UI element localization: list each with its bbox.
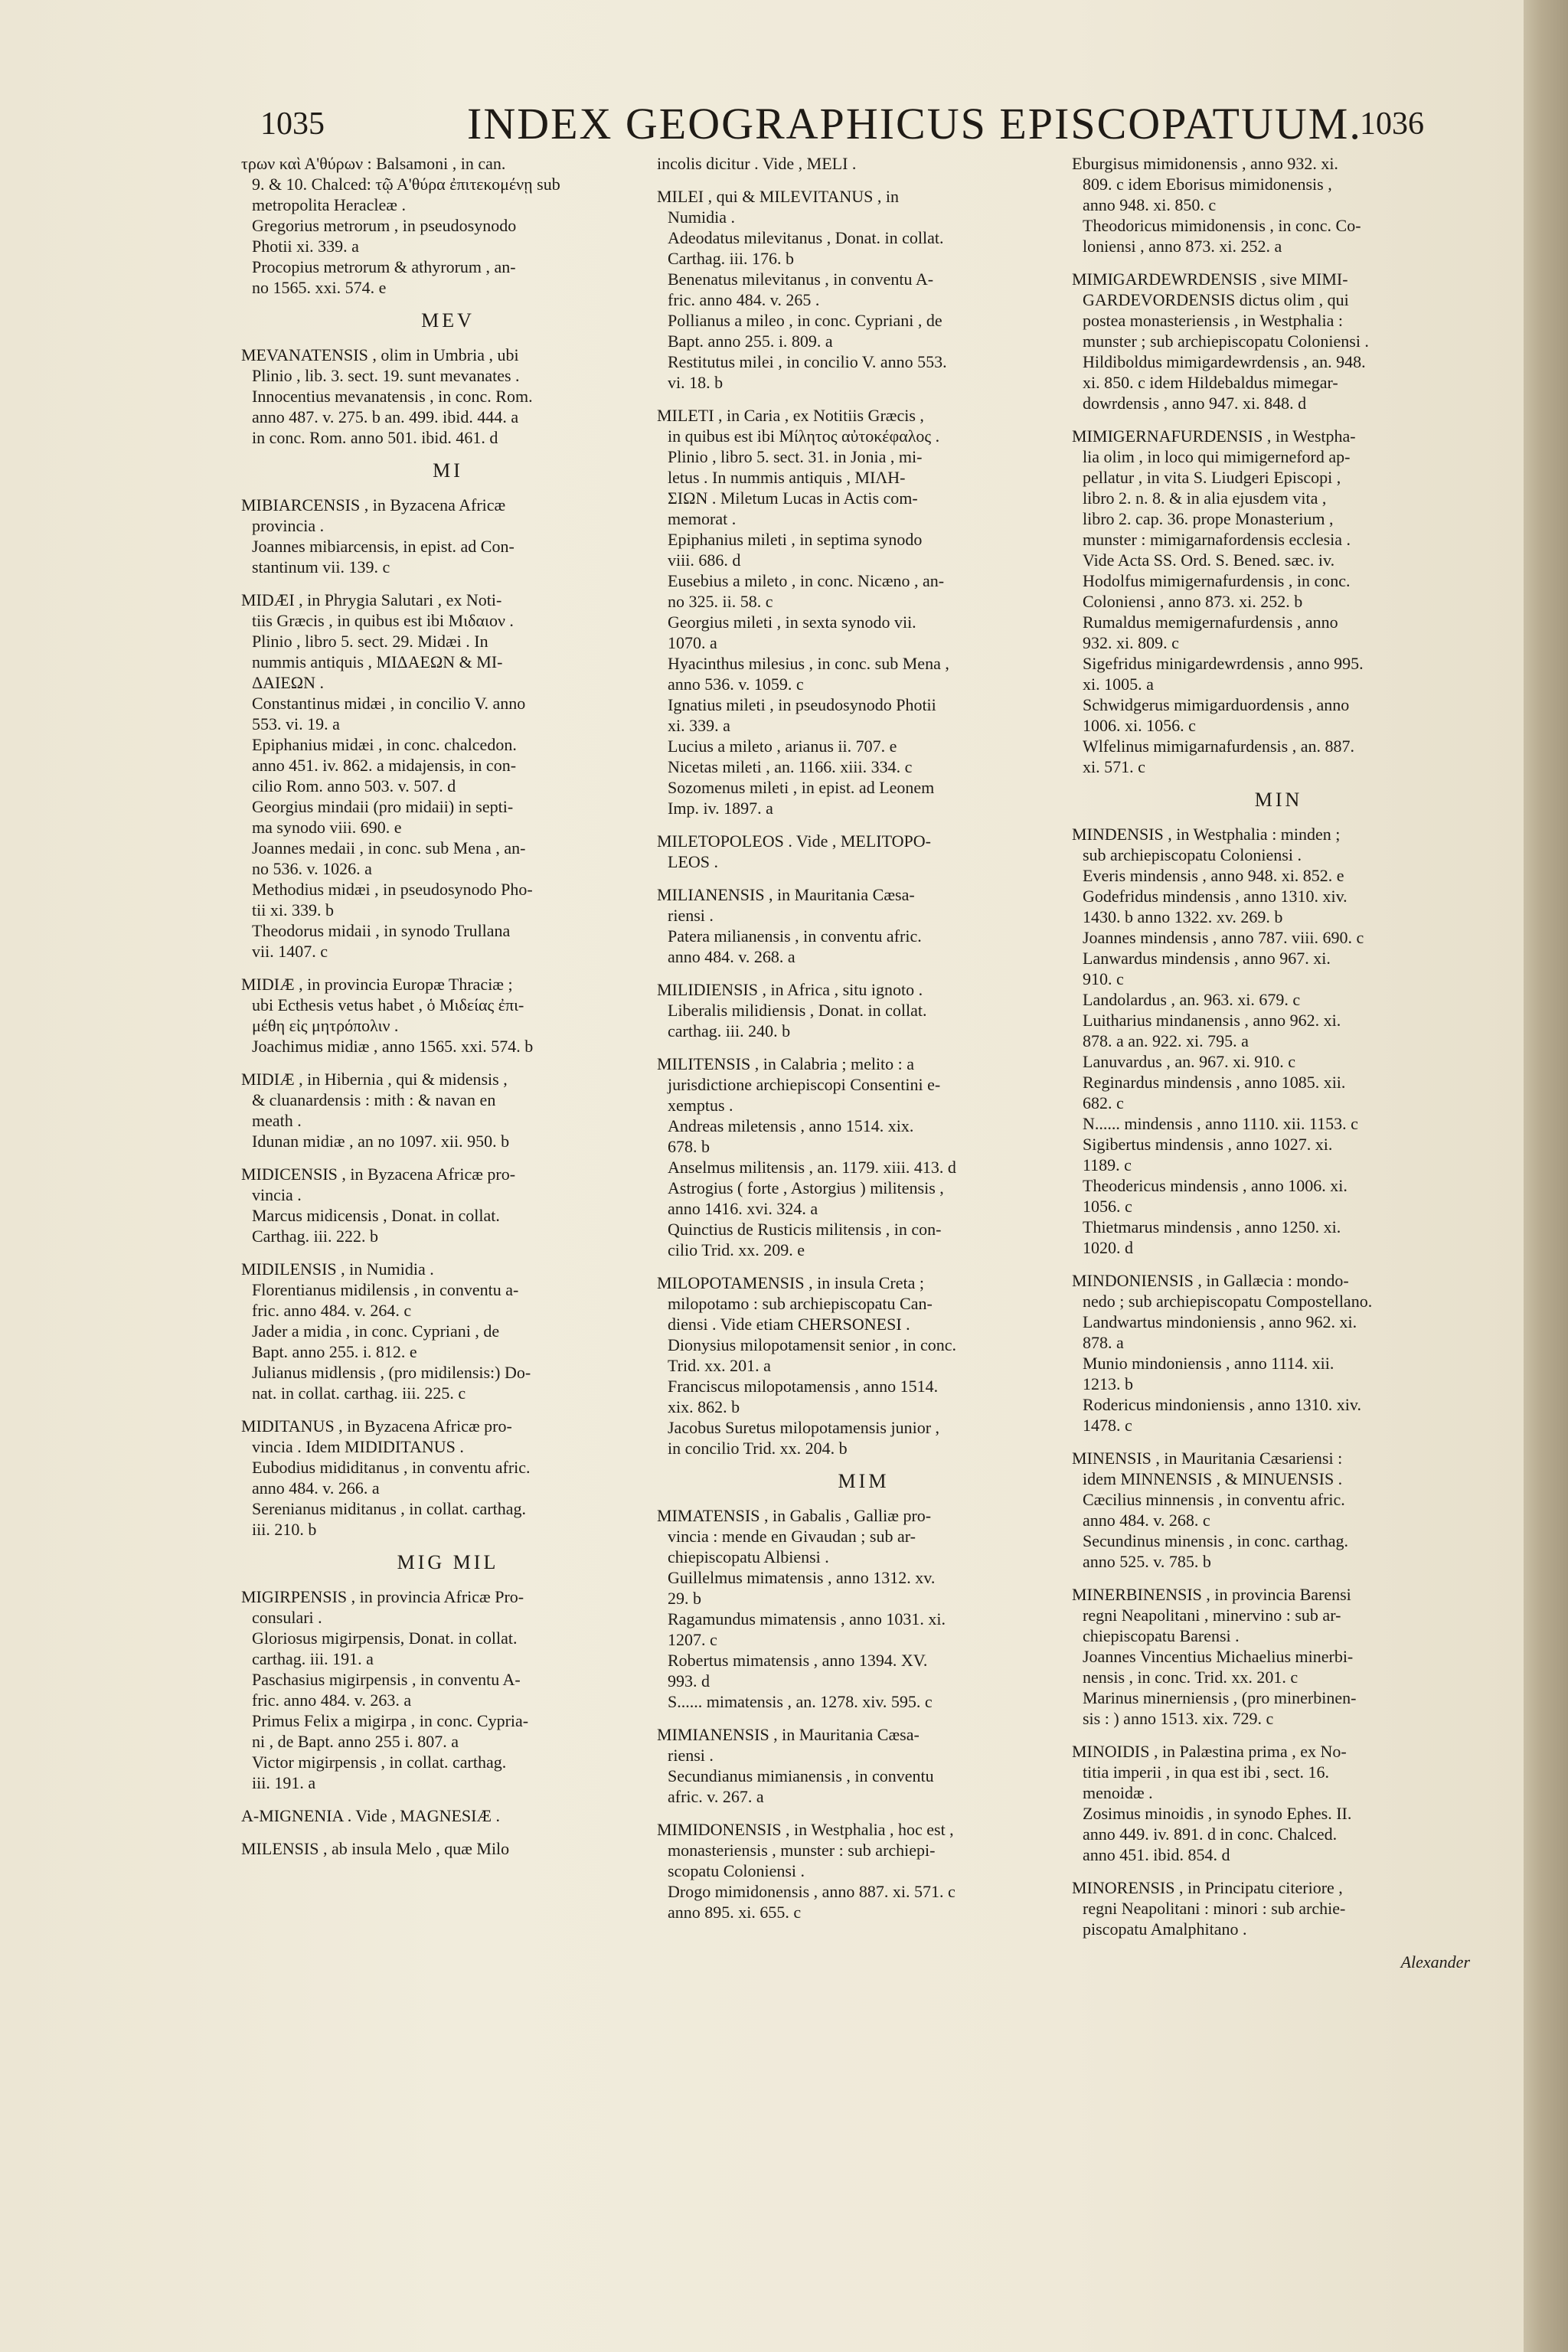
entry-line: Lanuvardus , an. 967. xi. 910. c bbox=[1083, 1052, 1295, 1071]
entry-line: Epiphanius mileti , in septima synodo bbox=[668, 530, 923, 549]
entry-line: anno 449. iv. 891. d in conc. Chalced. bbox=[1083, 1824, 1338, 1844]
entry-line: 1070. a bbox=[668, 633, 717, 652]
entry-headword-line: MEVANATENSIS , olim in Umbria , ubi bbox=[241, 345, 519, 364]
entry-line: consulari . bbox=[252, 1608, 322, 1627]
entry-line: Carthag. iii. 176. b bbox=[668, 249, 794, 268]
entry-line: Sozomenus mileti , in epist. ad Leonem bbox=[668, 778, 935, 797]
entry-line: Constantinus midæi , in concilio V. anno bbox=[252, 694, 526, 713]
entry-line: Hodolfus mimigernafurdensis , in conc. bbox=[1083, 571, 1351, 590]
index-entry bbox=[241, 1586, 655, 1793]
entry-line: Serenianus miditanus , in collat. carthag. bbox=[252, 1499, 527, 1518]
index-entry bbox=[241, 974, 655, 1057]
entry-line: 1478. c bbox=[1083, 1416, 1132, 1435]
entry-headword-line: MIDÆI , in Phrygia Salutari , ex Noti- bbox=[241, 590, 502, 609]
entry-line: anno 1416. xvi. 324. a bbox=[668, 1199, 818, 1218]
entry-line: titia imperii , in qua est ibi , sect. 16. bbox=[1083, 1762, 1329, 1782]
entry-headword-line: τρων καὶ Α'θύρων : Balsamoni , in can. bbox=[241, 154, 506, 173]
entry-line: sub archiepiscopatu Coloniensi . bbox=[1083, 845, 1302, 864]
entry-line: Lanwardus mindensis , anno 967. xi. bbox=[1083, 949, 1331, 968]
entry-line: Franciscus milopotamensis , anno 1514. bbox=[668, 1377, 939, 1396]
catchword: Alexander bbox=[1400, 1952, 1470, 1971]
index-entry bbox=[657, 153, 1070, 174]
entry-line: Sigefridus minigardewrdensis , anno 995. bbox=[1083, 654, 1364, 673]
entry-line: 1207. c bbox=[668, 1630, 717, 1649]
entry-headword-line: MILENSIS , ab insula Melo , quæ Milo bbox=[241, 1839, 510, 1858]
entry-line: tii xi. 339. b bbox=[252, 900, 334, 920]
entry-headword-line: MILETOPOLEOS . Vide , MELITOPO- bbox=[657, 831, 932, 851]
index-entry bbox=[657, 1819, 1070, 1922]
entry-line: 1056. c bbox=[1083, 1197, 1132, 1216]
entry-line: afric. v. 267. a bbox=[668, 1787, 764, 1806]
entry-line: Zosimus minoidis , in synodo Ephes. II. bbox=[1083, 1804, 1352, 1823]
entry-line: Luitharius mindanensis , anno 962. xi. bbox=[1083, 1011, 1341, 1030]
entry-headword-line: MINDENSIS , in Westphalia : minden ; bbox=[1072, 825, 1341, 844]
entry-headword-line: MILITENSIS , in Calabria ; melito : a bbox=[657, 1054, 915, 1073]
entry-line: anno 484. v. 268. c bbox=[1083, 1511, 1210, 1530]
index-entry bbox=[241, 1805, 655, 1826]
entry-line: Munio mindoniensis , anno 1114. xii. bbox=[1083, 1354, 1334, 1373]
entry-line: Primus Felix a migirpa , in conc. Cypria- bbox=[252, 1711, 529, 1730]
entry-line: anno 895. xi. 655. c bbox=[668, 1903, 802, 1922]
entry-line: Plinio , libro 5. sect. 29. Midæi . In bbox=[252, 632, 488, 651]
index-entry bbox=[657, 884, 1070, 967]
entry-line: regni Neapolitani : minori : sub archie- bbox=[1083, 1899, 1346, 1918]
entry-line: iii. 191. a bbox=[252, 1773, 316, 1792]
entry-line: Secundianus mimianensis , in conventu bbox=[668, 1766, 934, 1785]
entry-line: Bapt. anno 255. i. 809. a bbox=[668, 332, 833, 351]
entry-line: 1006. xi. 1056. c bbox=[1083, 716, 1196, 735]
entry-line: 1213. b bbox=[1083, 1374, 1133, 1393]
entry-headword-line: MIDIÆ , in provincia Europæ Thraciæ ; bbox=[241, 975, 513, 994]
entry-line: Lucius a mileto , arianus ii. 707. e bbox=[668, 737, 897, 756]
entry-line: provincia . bbox=[252, 516, 325, 535]
index-entry bbox=[1072, 1877, 1485, 1939]
entry-line: Landwartus mindoniensis , anno 962. xi. bbox=[1083, 1312, 1357, 1331]
index-entry bbox=[241, 1164, 655, 1246]
entry-line: Adeodatus milevitanus , Donat. in collat. bbox=[668, 228, 944, 247]
index-entry bbox=[241, 1416, 655, 1540]
entry-line: fric. anno 484. v. 264. c bbox=[252, 1301, 412, 1320]
entry-line: Schwidgerus mimigarduordensis , anno bbox=[1083, 695, 1350, 714]
entry-line: Idunan midiæ , an no 1097. xii. 950. b bbox=[252, 1132, 510, 1151]
entry-line: 1430. b anno 1322. xv. 269. b bbox=[1083, 907, 1283, 926]
entry-headword-line: MIMIANENSIS , in Mauritania Cæsa- bbox=[657, 1725, 920, 1744]
entry-line: jurisdictione archiepiscopi Consentini e- bbox=[668, 1075, 941, 1094]
index-entry bbox=[241, 495, 655, 577]
entry-headword-line: MILIDIENSIS , in Africa , situ ignoto . bbox=[657, 980, 923, 999]
entry-line: Everis mindensis , anno 948. xi. 852. e bbox=[1083, 866, 1344, 885]
entry-line: Florentianus midilensis , in conventu a- bbox=[252, 1280, 519, 1299]
entry-line: riensi . bbox=[668, 1746, 714, 1765]
entry-line: nedo ; sub archiepiscopatu Compostellano. bbox=[1083, 1292, 1373, 1311]
entry-line: Rumaldus memigernafurdensis , anno bbox=[1083, 612, 1338, 632]
section-heading: MI bbox=[433, 459, 463, 482]
entry-line: 993. d bbox=[668, 1671, 710, 1690]
entry-line: Patera milianensis , in conventu afric. bbox=[668, 926, 922, 946]
entry-line: viii. 686. d bbox=[668, 550, 741, 570]
entry-line: 29. b bbox=[668, 1589, 701, 1608]
entry-line: anno 484. v. 266. a bbox=[252, 1478, 380, 1498]
entry-line: Bapt. anno 255. i. 812. e bbox=[252, 1342, 417, 1361]
section-heading: MIN bbox=[1254, 789, 1303, 811]
entry-line: nensis , in conc. Trid. xx. 201. c bbox=[1083, 1668, 1298, 1687]
entry-line: Liberalis milidiensis , Donat. in collat. bbox=[668, 1001, 927, 1020]
entry-headword-line: MILOPOTAMENSIS , in insula Creta ; bbox=[657, 1273, 925, 1292]
entry-headword-line: incolis dicitur . Vide , MELI . bbox=[657, 154, 857, 173]
entry-headword-line: MIBIARCENSIS , in Byzacena Africæ bbox=[241, 495, 506, 514]
entry-line: Reginardus mindensis , anno 1085. xii. bbox=[1083, 1073, 1346, 1092]
entry-line: Wlfelinus mimigarnafurdensis , an. 887. bbox=[1083, 737, 1354, 756]
entry-headword-line: MIDICENSIS , in Byzacena Africæ pro- bbox=[241, 1165, 516, 1184]
entry-line: anno 451. ibid. 854. d bbox=[1083, 1845, 1230, 1864]
section-heading: MEV bbox=[421, 309, 475, 332]
index-entry bbox=[657, 1054, 1070, 1260]
entry-line: letus . In nummis antiquis , ΜΙΛΗ- bbox=[668, 468, 906, 487]
entry-line: Georgius mindaii (pro midaii) in septi- bbox=[252, 797, 514, 816]
entry-line: no 1565. xxi. 574. e bbox=[252, 278, 387, 297]
entry-headword-line: MIMIGERNAFURDENSIS , in Westpha- bbox=[1072, 426, 1356, 446]
entry-line: Guillelmus mimatensis , anno 1312. xv. bbox=[668, 1568, 936, 1587]
entry-line: menoidæ . bbox=[1083, 1783, 1153, 1802]
entry-line: riensi . bbox=[668, 906, 714, 925]
entry-line: vii. 1407. c bbox=[252, 942, 328, 961]
entry-headword-line: MIDIÆ , in Hibernia , qui & midensis , bbox=[241, 1070, 508, 1089]
entry-line: 678. b bbox=[668, 1137, 710, 1156]
entry-line: anno 525. v. 785. b bbox=[1083, 1552, 1211, 1571]
entry-line: Benenatus milevitanus , in conventu A- bbox=[668, 270, 934, 289]
entry-line: vincia . bbox=[252, 1185, 302, 1204]
index-entry bbox=[241, 345, 655, 448]
index-entry bbox=[1072, 1741, 1485, 1865]
entry-line: Hyacinthus milesius , in conc. sub Mena , bbox=[668, 654, 949, 673]
entry-line: 1020. d bbox=[1083, 1238, 1133, 1257]
entry-line: vi. 18. b bbox=[668, 373, 724, 392]
entry-line: monasteriensis , munster : sub archiepi- bbox=[668, 1841, 936, 1860]
entry-line: xi. 1005. a bbox=[1083, 675, 1154, 694]
index-entry bbox=[657, 1272, 1070, 1459]
entry-line: iii. 210. b bbox=[252, 1520, 317, 1539]
index-entry bbox=[1072, 1448, 1485, 1572]
entry-line: Imp. iv. 1897. a bbox=[668, 799, 773, 818]
entry-line: 910. c bbox=[1083, 969, 1124, 988]
entry-line: ΔΑΙΕΩΝ . bbox=[252, 673, 325, 692]
entry-line: 878. a bbox=[1083, 1333, 1124, 1352]
entry-line: Cæcilius minnensis , in conventu afric. bbox=[1083, 1490, 1345, 1509]
entry-line: Gregorius metrorum , in pseudosynodo bbox=[252, 216, 517, 235]
entry-line: Theodericus mindensis , anno 1006. xi. bbox=[1083, 1176, 1348, 1195]
text-column-left bbox=[241, 153, 655, 1871]
entry-line: Plinio , lib. 3. sect. 19. sunt mevanates . bbox=[252, 366, 520, 385]
index-entry bbox=[657, 405, 1070, 818]
entry-line: Joachimus midiæ , anno 1565. xxi. 574. b bbox=[252, 1037, 534, 1056]
entry-line: Ignatius mileti , in pseudosynodo Photii bbox=[668, 695, 936, 714]
entry-line: Methodius midæi , in pseudosynodo Pho- bbox=[252, 880, 533, 899]
entry-line: dowrdensis , anno 947. xi. 848. d bbox=[1083, 394, 1307, 413]
entry-line: 9. & 10. Chalced: τῷ Α'θύρα ἐπιτεκομένῃ sub bbox=[252, 175, 560, 194]
index-entry bbox=[657, 1505, 1070, 1712]
entry-line: Jacobus Suretus milopotamensis junior , bbox=[668, 1418, 940, 1437]
entry-headword-line: MILIANENSIS , in Mauritania Cæsa- bbox=[657, 885, 915, 904]
entry-line: Sigibertus mindensis , anno 1027. xi. bbox=[1083, 1135, 1333, 1154]
entry-headword-line: Eburgisus mimidonensis , anno 932. xi. bbox=[1072, 154, 1338, 173]
index-entry bbox=[241, 1259, 655, 1403]
entry-line: no 325. ii. 58. c bbox=[668, 592, 773, 611]
entry-line: nat. in collat. carthag. iii. 225. c bbox=[252, 1383, 466, 1403]
entry-line: milopotamo : sub archiepiscopatu Can- bbox=[668, 1294, 933, 1313]
entry-headword-line: MIMIGARDEWRDENSIS , sive MIMI- bbox=[1072, 270, 1348, 289]
entry-line: scopatu Coloniensi . bbox=[668, 1861, 805, 1880]
entry-line: fric. anno 484. v. 265 . bbox=[668, 290, 820, 309]
entry-line: vincia : mende en Givaudan ; sub ar- bbox=[668, 1527, 916, 1546]
entry-line: Joannes mindensis , anno 787. viii. 690. c bbox=[1083, 928, 1364, 947]
entry-line: Coloniensi , anno 873. xi. 252. b bbox=[1083, 592, 1303, 611]
entry-line: Dionysius milopotamensit senior , in conc. bbox=[668, 1335, 957, 1354]
index-entry bbox=[241, 153, 655, 298]
entry-line: anno 484. v. 268. a bbox=[668, 947, 795, 966]
entry-line: xi. 339. a bbox=[668, 716, 730, 735]
entry-line: Paschasius migirpensis , in conventu A- bbox=[252, 1670, 521, 1689]
entry-line: loniensi , anno 873. xi. 252. a bbox=[1083, 237, 1282, 256]
entry-headword-line: MILETI , in Caria , ex Notitiis Græcis , bbox=[657, 406, 924, 425]
section-heading: MIM bbox=[838, 1470, 890, 1492]
entry-line: in conc. Rom. anno 501. ibid. 461. d bbox=[252, 428, 498, 447]
entry-line: libro 2. cap. 36. prope Monasterium , bbox=[1083, 509, 1334, 528]
entry-line: Epiphanius midæi , in conc. chalcedon. bbox=[252, 735, 517, 754]
entry-line: Anselmus militensis , an. 1179. xiii. 413. d bbox=[668, 1158, 956, 1177]
entry-line: Photii xi. 339. a bbox=[252, 237, 359, 256]
entry-line: Theodorus midaii , in synodo Trullana bbox=[252, 921, 511, 940]
index-entry bbox=[1072, 1584, 1485, 1729]
entry-line: Godefridus mindensis , anno 1310. xiv. bbox=[1083, 887, 1348, 906]
index-entry bbox=[241, 1069, 655, 1152]
entry-line: ni , de Bapt. anno 255 i. 807. a bbox=[252, 1732, 459, 1751]
entry-line: Drogo mimidonensis , anno 887. xi. 571. c bbox=[668, 1882, 956, 1901]
entry-line: xemptus . bbox=[668, 1096, 733, 1115]
entry-line: carthag. iii. 191. a bbox=[252, 1649, 374, 1668]
page-edge bbox=[1524, 0, 1568, 2352]
entry-line: Joannes mibiarcensis, in epist. ad Con- bbox=[252, 537, 514, 556]
entry-headword-line: MINENSIS , in Mauritania Cæsariensi : bbox=[1072, 1449, 1343, 1468]
entry-line: Hildiboldus mimigardewrdensis , an. 948. bbox=[1083, 352, 1366, 371]
entry-line: cilio Rom. anno 503. v. 507. d bbox=[252, 776, 456, 795]
entry-line: metropolita Heracleæ . bbox=[252, 195, 406, 214]
entry-line: anno 536. v. 1059. c bbox=[668, 675, 804, 694]
entry-line: sis : ) anno 1513. xix. 729. c bbox=[1083, 1709, 1274, 1728]
entry-line: Marinus minerniensis , (pro minerbinen- bbox=[1083, 1688, 1357, 1707]
entry-line: cilio Trid. xx. 209. e bbox=[668, 1240, 805, 1259]
entry-line: GARDEVORDENSIS dictus olim , qui bbox=[1083, 290, 1349, 309]
text-column-right bbox=[1072, 153, 1485, 1972]
entry-line: pellatur , in vita S. Liudgeri Episcopi , bbox=[1083, 468, 1341, 487]
entry-headword-line: MINORENSIS , in Principatu citeriore , bbox=[1072, 1878, 1343, 1897]
entry-line: Jader a midia , in conc. Cypriani , de bbox=[252, 1321, 500, 1341]
entry-headword-line: MIMIDONENSIS , in Westphalia , hoc est , bbox=[657, 1820, 954, 1839]
entry-line: Ragamundus mimatensis , anno 1031. xi. bbox=[668, 1609, 946, 1628]
entry-line: vincia . Idem MIDIDITANUS . bbox=[252, 1437, 464, 1456]
entry-line: Robertus mimatensis , anno 1394. XV. bbox=[668, 1651, 928, 1670]
index-entry bbox=[657, 979, 1070, 1041]
page-header bbox=[230, 98, 1424, 152]
entry-line: S...... mimatensis , an. 1278. xiv. 595. c bbox=[668, 1692, 933, 1711]
entry-line: tiis Græcis , in quibus est ibi Μιδαιον . bbox=[252, 611, 514, 630]
entry-line: Julianus midlensis , (pro midilensis:) Do- bbox=[252, 1363, 531, 1382]
entry-line: diensi . Vide etiam CHERSONESI . bbox=[668, 1315, 910, 1334]
entry-line: Innocentius mevanatensis , in conc. Rom. bbox=[252, 387, 533, 406]
index-entry bbox=[241, 590, 655, 962]
entry-line: 932. xi. 809. c bbox=[1083, 633, 1179, 652]
entry-line: chiepiscopatu Barensi . bbox=[1083, 1626, 1240, 1645]
entry-line: Numidia . bbox=[668, 207, 735, 227]
entry-line: ma synodo viii. 690. e bbox=[252, 818, 402, 837]
entry-line: idem MINNENSIS , & MINUENSIS . bbox=[1083, 1469, 1343, 1488]
entry-line: 553. vi. 19. a bbox=[252, 714, 340, 733]
entry-line: carthag. iii. 240. b bbox=[668, 1021, 791, 1040]
entry-line: Theodoricus mimidonensis , in conc. Co- bbox=[1083, 216, 1361, 235]
entry-line: libro 2. n. 8. & in alia ejusdem vita , bbox=[1083, 488, 1327, 508]
entry-line: Carthag. iii. 222. b bbox=[252, 1227, 378, 1246]
entry-line: munster ; sub archiepiscopatu Coloniensi . bbox=[1083, 332, 1369, 351]
entry-line: xi. 571. c bbox=[1083, 757, 1145, 776]
entry-line: Rodericus mindoniensis , anno 1310. xiv. bbox=[1083, 1395, 1361, 1414]
entry-line: anno 451. iv. 862. a midajensis, in con- bbox=[252, 756, 517, 775]
entry-line: 809. c idem Eborisus mimidonensis , bbox=[1083, 175, 1332, 194]
entry-line: xix. 862. b bbox=[668, 1397, 740, 1416]
page-number-left: 1035 bbox=[260, 106, 325, 142]
entry-headword-line: MINOIDIS , in Palæstina prima , ex No- bbox=[1072, 1742, 1347, 1761]
entry-line: LEOS . bbox=[668, 852, 718, 871]
entry-line: in quibus est ibi Μίλητος αὐτοκέφαλος . bbox=[668, 426, 940, 446]
entry-line: xi. 850. c idem Hildebaldus mimegar- bbox=[1083, 373, 1338, 392]
entry-line: Vide Acta SS. Ord. S. Bened. sæc. iv. bbox=[1083, 550, 1335, 570]
entry-line: μέθη εἰς μητρόπολιν . bbox=[252, 1016, 399, 1035]
entry-line: Restitutus milei , in concilio V. anno 553. bbox=[668, 352, 947, 371]
entry-line: Andreas miletensis , anno 1514. xix. bbox=[668, 1116, 914, 1135]
entry-line: ubi Ecthesis vetus habet , ὁ Μιδείας ἐπι- bbox=[252, 995, 524, 1014]
entry-headword-line: MIDITANUS , in Byzacena Africæ pro- bbox=[241, 1416, 512, 1436]
entry-line: Thietmarus mindensis , anno 1250. xi. bbox=[1083, 1217, 1341, 1236]
entry-line: postea monasteriensis , in Westphalia : bbox=[1083, 311, 1343, 330]
entry-line: ΣΙΩΝ . Miletum Lucas in Actis com- bbox=[668, 488, 918, 508]
entry-line: Eusebius a mileto , in conc. Nicæno , an- bbox=[668, 571, 945, 590]
entry-line: no 536. v. 1026. a bbox=[252, 859, 372, 878]
entry-line: Marcus midicensis , Donat. in collat. bbox=[252, 1206, 500, 1225]
entry-line: stantinum vii. 139. c bbox=[252, 557, 390, 577]
entry-line: 682. c bbox=[1083, 1093, 1124, 1112]
entry-line: chiepiscopatu Albiensi . bbox=[668, 1547, 829, 1566]
entry-line: Eubodius mididitanus , in conventu afric. bbox=[252, 1458, 531, 1477]
index-entry bbox=[657, 186, 1070, 393]
entry-headword-line: MINDONIENSIS , in Gallæcia : mondo- bbox=[1072, 1271, 1349, 1290]
entry-line: Gloriosus migirpensis, Donat. in collat. bbox=[252, 1628, 518, 1648]
entry-line: lia olim , in loco qui mimigerneford ap- bbox=[1083, 447, 1351, 466]
index-entry bbox=[1072, 269, 1485, 413]
entry-line: memorat . bbox=[668, 509, 737, 528]
entry-line: Procopius metrorum & athyrorum , an- bbox=[252, 257, 516, 276]
entry-line: N...... mindensis , anno 1110. xii. 1153. c bbox=[1083, 1114, 1358, 1133]
entry-line: anno 948. xi. 850. c bbox=[1083, 195, 1217, 214]
entry-line: piscopatu Amalphitano . bbox=[1083, 1919, 1247, 1939]
entry-line: Trid. xx. 201. a bbox=[668, 1356, 771, 1375]
index-entry bbox=[657, 1724, 1070, 1807]
entry-headword-line: A-MIGNENIA . Vide , MAGNESIÆ . bbox=[241, 1806, 501, 1825]
entry-line: in concilio Trid. xx. 204. b bbox=[668, 1439, 848, 1458]
index-entry bbox=[657, 831, 1070, 872]
entry-line: & cluanardensis : mith : & navan en bbox=[252, 1090, 496, 1109]
entry-line: Joannes Vincentius Michaelius minerbi- bbox=[1083, 1647, 1354, 1666]
text-column-middle bbox=[657, 153, 1070, 1935]
entry-line: Landolardus , an. 963. xi. 679. c bbox=[1083, 990, 1301, 1009]
entry-line: 878. a an. 922. xi. 795. a bbox=[1083, 1031, 1249, 1050]
entry-line: munster : mimigarnafordensis ecclesia . bbox=[1083, 530, 1351, 549]
entry-line: Nicetas mileti , an. 1166. xiii. 334. c bbox=[668, 757, 913, 776]
index-entry bbox=[1072, 824, 1485, 1258]
entry-headword-line: MILEI , qui & MILEVITANUS , in bbox=[657, 187, 899, 206]
entry-line: Joannes medaii , in conc. sub Mena , an- bbox=[252, 838, 526, 858]
entry-headword-line: MINERBINENSIS , in provincia Barensi bbox=[1072, 1585, 1351, 1604]
page-title: INDEX GEOGRAPHICUS EPISCOPATUUM. bbox=[467, 99, 1362, 149]
entry-headword-line: MIGIRPENSIS , in provincia Africæ Pro- bbox=[241, 1587, 524, 1606]
entry-line: Victor migirpensis , in collat. carthag. bbox=[252, 1753, 507, 1772]
entry-headword-line: MIDILENSIS , in Numidia . bbox=[241, 1259, 434, 1279]
entry-line: meath . bbox=[252, 1111, 302, 1130]
index-entry bbox=[241, 1838, 655, 1859]
entry-headword-line: MIMATENSIS , in Gabalis , Galliæ pro- bbox=[657, 1506, 932, 1525]
page-number-right: 1036 bbox=[1360, 106, 1424, 142]
entry-line: 1189. c bbox=[1083, 1155, 1132, 1174]
index-entry bbox=[1072, 426, 1485, 777]
index-entry bbox=[1072, 1270, 1485, 1436]
entry-line: Georgius mileti , in sexta synodo vii. bbox=[668, 612, 916, 632]
entry-line: Plinio , libro 5. sect. 31. in Jonia , mi- bbox=[668, 447, 923, 466]
entry-line: fric. anno 484. v. 263. a bbox=[252, 1690, 412, 1710]
section-heading: MIG MIL bbox=[397, 1551, 499, 1573]
entry-line: Pollianus a mileo , in conc. Cypriani , de bbox=[668, 311, 942, 330]
entry-line: anno 487. v. 275. b an. 499. ibid. 444. a bbox=[252, 407, 519, 426]
entry-line: regni Neapolitani , minervino : sub ar- bbox=[1083, 1606, 1341, 1625]
entry-line: Astrogius ( forte , Astorgius ) militensis , bbox=[668, 1178, 944, 1197]
entry-line: Quinctius de Rusticis militensis , in con- bbox=[668, 1220, 942, 1239]
entry-line: Secundinus minensis , in conc. carthag. bbox=[1083, 1531, 1349, 1550]
index-entry bbox=[1072, 153, 1485, 256]
entry-line: nummis antiquis , ΜΙΔΑΕΩΝ & ΜΙ- bbox=[252, 652, 503, 671]
